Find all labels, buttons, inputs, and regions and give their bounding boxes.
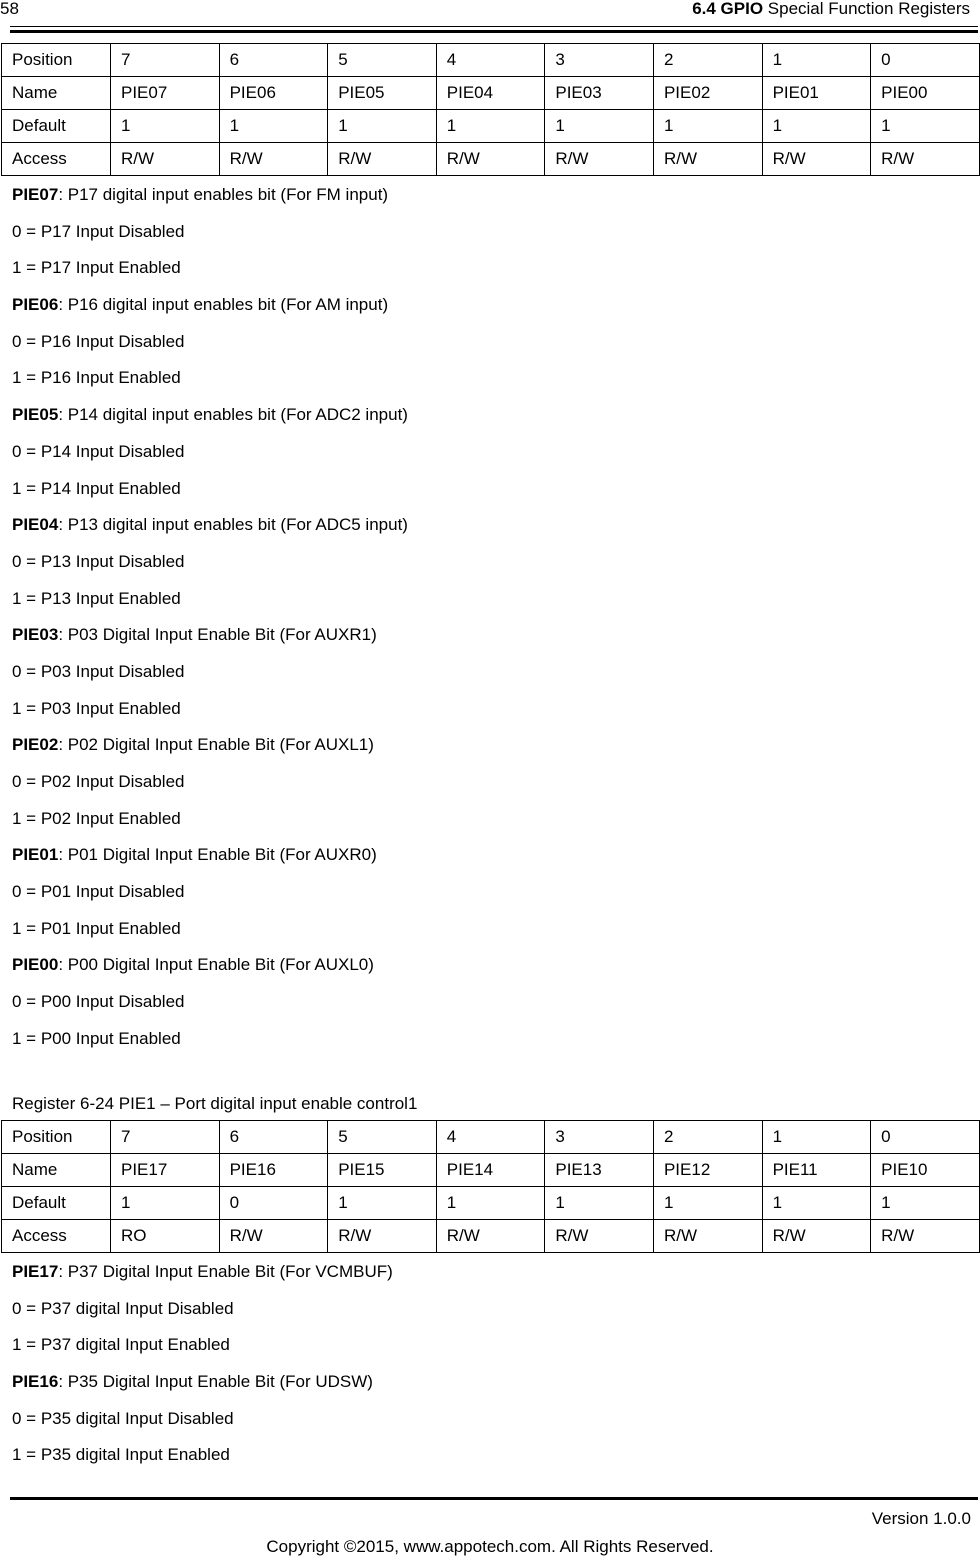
bit-description [12, 956, 972, 993]
bit-value-description [12, 883, 972, 920]
header-rule-thin [10, 26, 978, 27]
table-row [2, 44, 980, 77]
table-cell: PIE06 [219, 77, 328, 110]
table-row [2, 1121, 980, 1154]
row-header-cell: Access [2, 1220, 111, 1253]
table-cell: R/W [219, 1220, 328, 1253]
table-cell: R/W [436, 143, 545, 176]
description-text: 1 = P17 Input Enabled [12, 258, 181, 278]
description-text: : P35 Digital Input Enable Bit (For UDSW) [58, 1372, 373, 1392]
bit-value-description [12, 223, 972, 260]
bit-value-description [12, 259, 972, 296]
table-cell: R/W [871, 143, 980, 176]
table-cell: 4 [436, 44, 545, 77]
description-text: 0 = P14 Input Disabled [12, 441, 185, 461]
bit-value-description [12, 920, 972, 957]
table-cell: PIE14 [436, 1154, 545, 1187]
bit-name: PIE03 [12, 625, 59, 645]
table-cell: PIE17 [111, 1154, 220, 1187]
table-cell: 0 [871, 1121, 980, 1154]
bit-description [12, 1373, 972, 1410]
bit-value-description [12, 333, 972, 370]
description-text: : P16 digital input enables bit (For AM input) [58, 295, 389, 315]
table-cell: 6 [219, 1121, 328, 1154]
page-number: 58 [0, 0, 19, 18]
table-cell: R/W [653, 1220, 762, 1253]
description-text: 1 = P13 Input Enabled [12, 588, 181, 608]
table-cell: R/W [328, 1220, 437, 1253]
table-row [2, 143, 980, 176]
bit-value-description [12, 1410, 972, 1447]
description-text: 1 = P14 Input Enabled [12, 478, 181, 498]
table-cell: R/W [436, 1220, 545, 1253]
table-cell: 1 [762, 1187, 871, 1220]
bit-value-description [12, 663, 972, 700]
bit-descriptions-pie0 [12, 186, 972, 1067]
bit-description [12, 846, 972, 883]
table-cell: 7 [111, 44, 220, 77]
table-cell: 6 [219, 44, 328, 77]
table-cell: 3 [545, 1121, 654, 1154]
section-title-rest: Special Function Registers [763, 0, 970, 18]
description-text: 0 = P16 Input Disabled [12, 331, 185, 351]
table-cell: 1 [871, 1187, 980, 1220]
bit-value-description [12, 810, 972, 847]
table-cell: 1 [653, 110, 762, 143]
description-text: : P00 Digital Input Enable Bit (For AUXL0) [58, 955, 374, 975]
table-cell: PIE12 [653, 1154, 762, 1187]
row-header-cell: Position [2, 44, 111, 77]
table-cell: PIE03 [545, 77, 654, 110]
bit-description [12, 186, 972, 223]
footer-rule [10, 1497, 978, 1500]
bit-description [12, 406, 972, 443]
table-cell: 0 [871, 44, 980, 77]
description-text: : P02 Digital Input Enable Bit (For AUXL1) [58, 735, 374, 755]
table-cell: R/W [111, 143, 220, 176]
table-cell: R/W [219, 143, 328, 176]
description-text: 1 = P03 Input Enabled [12, 698, 181, 718]
description-text: 0 = P35 digital Input Disabled [12, 1408, 234, 1428]
description-text: 0 = P17 Input Disabled [12, 221, 185, 241]
description-text: 1 = P35 digital Input Enabled [12, 1445, 230, 1465]
table-cell: 1 [762, 110, 871, 143]
description-text: : P14 digital input enables bit (For ADC2 input) [58, 405, 408, 425]
table-cell: 1 [436, 110, 545, 143]
header-rule-thick [10, 30, 978, 33]
bit-value-description [12, 1336, 972, 1373]
table-cell: 1 [871, 110, 980, 143]
row-header-cell: Access [2, 143, 111, 176]
table-cell: PIE07 [111, 77, 220, 110]
bit-value-description [12, 773, 972, 810]
bit-value-description [12, 443, 972, 480]
version-label: Version 1.0.0 [871, 1509, 971, 1528]
table-cell: PIE04 [436, 77, 545, 110]
table-cell: 0 [219, 1187, 328, 1220]
bit-descriptions-pie1 [12, 1263, 972, 1483]
table-cell: 1 [762, 1121, 871, 1154]
section-title [692, 0, 970, 19]
bit-name: PIE01 [12, 845, 59, 865]
table-cell: 5 [328, 44, 437, 77]
description-text: : P03 Digital Input Enable Bit (For AUXR1) [58, 625, 377, 645]
bit-name: PIE17 [12, 1262, 59, 1281]
copyright-notice: Copyright ©2015, www.appotech.com. All Rights Reserved. [266, 1537, 714, 1556]
description-text: 1 = P00 Input Enabled [12, 1028, 181, 1048]
description-text: : P01 Digital Input Enable Bit (For AUXR0) [58, 845, 377, 865]
description-text: 1 = P02 Input Enabled [12, 808, 181, 828]
bit-value-description [12, 1030, 972, 1067]
description-text: 0 = P37 digital Input Disabled [12, 1298, 234, 1318]
row-header-cell: Default [2, 1187, 111, 1220]
description-text: : P17 digital input enables bit (For FM input) [58, 185, 389, 204]
table-cell: R/W [871, 1220, 980, 1253]
table-cell: 1 [328, 1187, 437, 1220]
description-text: 0 = P02 Input Disabled [12, 772, 185, 791]
table-cell: 1 [111, 1187, 220, 1220]
register-table-pie0 [1, 43, 980, 176]
bit-value-description [12, 553, 972, 590]
table-row [2, 1220, 980, 1253]
bit-description [12, 626, 972, 663]
description-text: 1 = P16 Input Enabled [12, 368, 181, 388]
table-cell: R/W [653, 143, 762, 176]
table-cell: R/W [545, 1220, 654, 1253]
register-table-pie1 [1, 1120, 980, 1253]
table-cell: 1 [653, 1187, 762, 1220]
table-row [2, 1154, 980, 1187]
table-cell: 2 [653, 1121, 762, 1154]
table-cell: R/W [762, 1220, 871, 1253]
description-text: : P13 digital input enables bit (For ADC5 input) [58, 515, 408, 535]
description-text: 0 = P00 Input Disabled [12, 992, 185, 1012]
table-row [2, 1187, 980, 1220]
description-text: 0 = P01 Input Disabled [12, 882, 185, 902]
section-title-bold: 6.4 GPIO [692, 0, 764, 18]
row-header-cell: Name [2, 1154, 111, 1187]
bit-value-description [12, 590, 972, 627]
bit-value-description [12, 369, 972, 406]
page-header [0, 0, 980, 22]
table-cell: PIE11 [762, 1154, 871, 1187]
bit-value-description [12, 993, 972, 1030]
bit-name: PIE04 [12, 515, 59, 535]
bit-name: PIE05 [12, 405, 59, 425]
table-cell: 1 [111, 110, 220, 143]
bit-description [12, 296, 972, 333]
bit-value-description [12, 480, 972, 517]
table-cell: 3 [545, 44, 654, 77]
bit-name: PIE06 [12, 295, 59, 315]
description-text: 0 = P03 Input Disabled [12, 661, 185, 681]
table-cell: PIE13 [545, 1154, 654, 1187]
table-cell: 1 [545, 1187, 654, 1220]
bit-name: PIE02 [12, 735, 59, 755]
table-cell: PIE05 [328, 77, 437, 110]
bit-name: PIE07 [12, 185, 59, 204]
table-cell: RO [111, 1220, 220, 1253]
bit-description [12, 1263, 972, 1300]
row-header-cell: Name [2, 77, 111, 110]
table-cell: PIE16 [219, 1154, 328, 1187]
table-cell: PIE00 [871, 77, 980, 110]
table-cell: R/W [328, 143, 437, 176]
description-text: 1 = P01 Input Enabled [12, 918, 181, 938]
register-caption-pie1: Register 6-24 PIE1 – Port digital input enable control1 [12, 1094, 418, 1113]
bit-value-description [12, 1300, 972, 1337]
table-cell: PIE15 [328, 1154, 437, 1187]
table-row [2, 77, 980, 110]
table-cell: PIE02 [653, 77, 762, 110]
table-cell: 7 [111, 1121, 220, 1154]
table-cell: 1 [328, 110, 437, 143]
table-cell: 1 [436, 1187, 545, 1220]
row-header-cell: Position [2, 1121, 111, 1154]
table-cell: 1 [545, 110, 654, 143]
table-cell: PIE10 [871, 1154, 980, 1187]
table-cell: R/W [762, 143, 871, 176]
description-text: 1 = P37 digital Input Enabled [12, 1335, 230, 1355]
bit-value-description [12, 1446, 972, 1483]
bit-name: PIE16 [12, 1372, 59, 1392]
table-cell: 5 [328, 1121, 437, 1154]
table-row [2, 110, 980, 143]
bit-description [12, 516, 972, 553]
table-cell: 1 [762, 44, 871, 77]
description-text: : P37 Digital Input Enable Bit (For VCMBUF) [58, 1262, 393, 1281]
bit-description [12, 736, 972, 773]
table-cell: R/W [545, 143, 654, 176]
table-cell: 2 [653, 44, 762, 77]
bit-name: PIE00 [12, 955, 59, 975]
bit-value-description [12, 700, 972, 737]
row-header-cell: Default [2, 110, 111, 143]
table-cell: 4 [436, 1121, 545, 1154]
table-cell: 1 [219, 110, 328, 143]
table-cell: PIE01 [762, 77, 871, 110]
description-text: 0 = P13 Input Disabled [12, 551, 185, 571]
